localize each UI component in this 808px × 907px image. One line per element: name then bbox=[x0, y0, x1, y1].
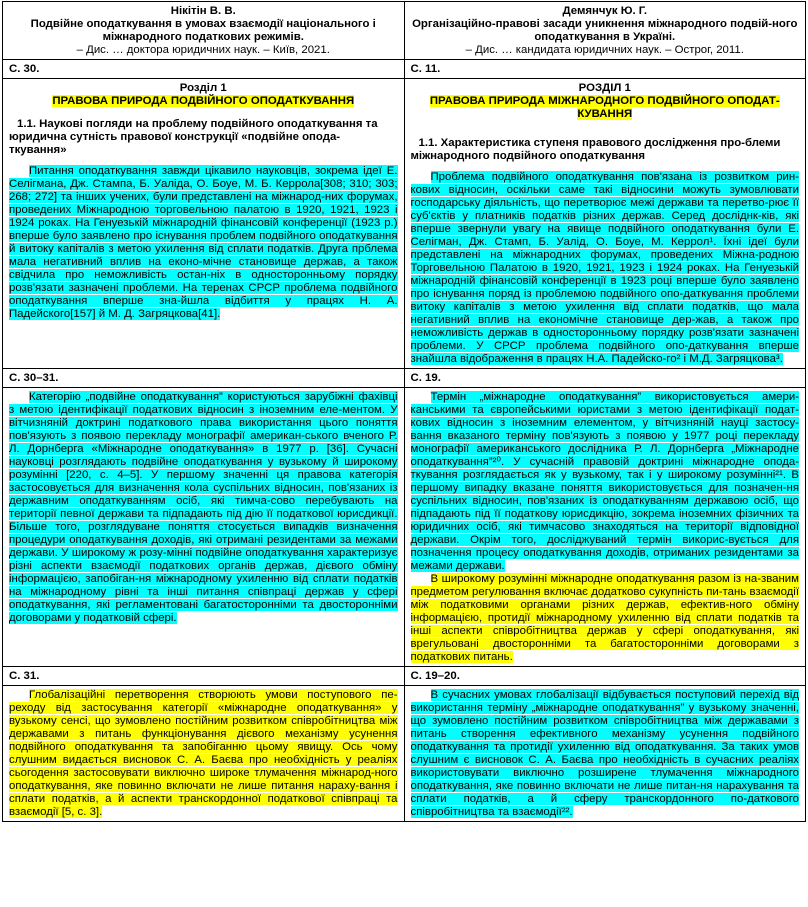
right-page-ref: С. 19–20. bbox=[404, 667, 806, 686]
comparison-table bbox=[2, 1, 806, 822]
page-row-1 bbox=[3, 60, 806, 79]
left-paragraph: Глобалізаційні перетворення створюють умови поступового пе-реходу від застосування категорії «міжнародне оподаткування» у вузькому сенсі, що зумовлено постійним розвитком співробітництва між державами з питань функціонування дієвого механізму усунення подвійного оподаткування та запобіганню цьому явищу. Ось чому слушним видається висновок С. А. Баєва про необхідність у реаліях сьогодення застосовувати виключно широке тлумачення міжнарод-ного оподаткування, яке повинно включати не лише питання нараху-вання і сплати податків, а й аспекти транскордонної податкової співпраці та взаємодії [5, с. 3]. bbox=[9, 689, 398, 818]
right-note: – Дис. … кандидата юридичних наук. – Острог, 2011. bbox=[465, 44, 744, 56]
left-page-ref: С. 30–31. bbox=[3, 369, 405, 388]
right-paragraph: Проблема подвійного оподаткування пов'язана із розвитком рин-кових відносин, оскільки саме такі відносини можуть зумовлювати господарську діяльність, що перетворює межі держави та перетво-рює її суб'єктів у платників податків різних держав. Серед досліднк-ків, які вперше звернули увагу на явище подвійного оподаткування були Е. Селігман, Дж. Стамп, Б. Уалід, О. Боуе, М. Керрол¹. Їхні ідеї були представлені на міжнародних форумах, проведених Міжна-родною Торговельною Палатою в 1920, 1921, 1923 і 1924 роках. На Генуезькій міжнародній фінансовій конференції в 1923 році вперше було заявлено про існування поряд із проблемою подвійного опо-даткування проблеми витоку капіталів з метою ухилення від сплати податків, що мала негативний вплив на економічне становище дер-жав, а також про неможливість держав в односторонньому порядку розв'язати зазначені проблеми. У СРСР проблема подвійного опо-даткування вперше знайшла відображення в працях Н.А. Падейско-го² і М.Д. Загряцкова³. bbox=[410, 171, 799, 365]
left-title: Подвійне оподаткування в умовах взаємодії національного і міжнародного податкових режимів. bbox=[30, 18, 376, 43]
left-text-cell-3 bbox=[3, 686, 405, 822]
right-text-cell-1 bbox=[404, 79, 806, 369]
right-page-ref: С. 11. bbox=[404, 60, 806, 79]
right-paragraph: В сучасних умовах глобалізації відбувається поступовий перехід від використання терміну „міжнародне оподаткування” у вузькому значенні, що зумовлено постійним розвитком співробітництва між державами з питань створення ефективного механізму усунення подвійного оподаткування та протидії ухиленню від оподаткування. За таких умов слушним є висновок С. А. Баєва про необхідність в сучасних реаліях використовувати виключно розширене тлумачення міжнародного оподаткування, яке повинно включати не лише питан-ня нарахування та сплати податків, а й сферу транскордонного по-даткового співробітництва та взаємодії²². bbox=[410, 689, 799, 818]
text-row-1 bbox=[3, 79, 806, 369]
left-header-cell bbox=[3, 2, 405, 60]
page-row-3 bbox=[3, 667, 806, 686]
left-page-ref: С. 31. bbox=[3, 667, 405, 686]
text-row-2 bbox=[3, 388, 806, 667]
left-section-label: Розділ 1 bbox=[179, 82, 227, 94]
header-row bbox=[3, 2, 806, 60]
left-text-cell-1 bbox=[3, 79, 405, 369]
right-text-cell-3 bbox=[404, 686, 806, 822]
page-row-2 bbox=[3, 369, 806, 388]
left-note: – Дис. … доктора юридичних наук. – Київ, 2021. bbox=[76, 44, 330, 56]
right-title: Організаційно-правові засади уникнення міжнародного подвій-ного оподаткування в Україні. bbox=[412, 18, 798, 43]
right-text-cell-2 bbox=[404, 388, 806, 667]
right-author: Демянчук Ю. Г. bbox=[562, 5, 647, 17]
text-row-3 bbox=[3, 686, 806, 822]
right-paragraph: В широкому розумінні міжнародне оподаткування разом із на-званим предметом регулювання включає додатково сукупність пи-тань взаємодії між податковими органами різних держав, ефектив-ного обміну інформацією, протидії міжнародному ухиленню від сплати податків та інші аспекти співробітництва держав у сфері оподаткування, які врегульовані двосторонніми та багатосторонніми договорами з податкових питань. bbox=[410, 573, 799, 663]
left-page-ref: С. 30. bbox=[3, 60, 405, 79]
left-subsection-title: 1.1. Наукові погляди на проблему подвійного оподаткування та юридична сутність правової конструкції «подвійне опода-ткування» bbox=[9, 118, 378, 156]
left-author: Нікітін В. В. bbox=[170, 5, 236, 17]
right-paragraph: Термін „міжнародне оподаткування” використовується амери-канськими та європейськими юристами з метою ідентифікації подат-кових відносин з іноземним елементом, у вітчизняній науці застосу-вання вказаного терміну пов'язують з появою у 1977 році перекладу монографії американського дослідника Р. Л. Дорнберга „Міжнародне оподаткування”²⁰. У сучасній правовій доктрині міжнародне опода-ткування розглядається як у вузькому, так і у широкому розумінні²¹. В першому випадку вказане поняття використовується для позначен-ня суспільних відносин, пов'язаних із оподаткуванням державою осіб, що підпадають під її податкову юрисдикцію, зокрема іноземних фізичних та юридичних осіб, які тимчасово знаходяться на території відповідної держави. Окрім того, досліджуваний термін викорис-вується для позначення процесу оподаткування доходів, отриманих резидентами за межами держави. bbox=[410, 391, 799, 572]
left-section-title: ПРАВОВА ПРИРОДА ПОДВІЙНОГО ОПОДАТКУВАННЯ bbox=[52, 95, 355, 107]
right-page-ref: С. 19. bbox=[404, 369, 806, 388]
right-section-label: РОЗДІЛ 1 bbox=[578, 82, 631, 94]
left-paragraph: Питання оподаткування завжди цікавило науковців, зокрема ідеї Е. Селігмана, Дж. Стампа, Б. Уалідa, О. Боуе, М. Б. Керрола[308; 310; 303; 268; 272] та інших учених, були представлені на міжнарод-них форумах, проведених Міжнародною торговельною палатою в 1920, 1921, 1923 і 1924 роках. На Генуезькій міжнародній фінансовій конференції (1923 р.) вперше було заявлено про існування проблем подвійного оподаткування й витоку капіталів з метою ухилення від сплати податків. Друга прблема мала негативний вплив на еконо-мічне становище держав, а також свідчила про неможливість остан-ніх в односторонньому порядку розв'язати зазначені проблеми. На теренах СРСР проблема подвійного оподаткування вперше зна-йшла відбиття у працях Н. А. Падейского[157] й М. Д. Загряцкова[41]. bbox=[9, 165, 398, 320]
right-section-title: ПРАВОВА ПРИРОДА МІЖНАРОДНОГО ПОДВІЙНОГО ОПОДАТ-КУВАННЯ bbox=[429, 95, 780, 120]
left-text-cell-2 bbox=[3, 388, 405, 667]
right-subsection-title: 1.1. Характеристика ступеня правового дослідження про-блеми міжнародного подвійного оподаткування bbox=[410, 137, 781, 162]
left-paragraph: Категорію „подвійне оподаткування” користуються зарубіжні фахівці з метою ідентифікації податкових відносин з іноземним еле-ментом. У вітчизняній доктрині податкового права використання цього поняття пов'язують з появою перекладу монографії американ-ського вченого Р. Л. Дорнберга «Міжнародне оподаткування» в 1977 р. [36]. Сучасні науковці розглядають подвійне оподаткування у вузькому й широкому розумінні [220, с. 4–5]. У першому значенні ця правова категорія застосовується для визначення кола суспільних відносин, пов'язаних із державним оподаткуванням осіб, які тимча-сово перебувають на території певної держави та підпадають під дію її податкової юрисдикції. Більше того, розглядуване поняття стосується випадків визначення процедури оподаткування доходів, які отримані резидентами за межами держави. У широкому ж розу-мінні подвійне оподаткування характеризує різні аспекти взаємодії податкових органів держав, дієвого обміну інформацією, запобіган-ня міжнародному ухиленню від сплати податків на міжнародному рівні та інші питання співпраці держав у сфері оподаткування, які регламентовані багатосторонніми та двосторонніми договорами у податковій сфері. bbox=[9, 391, 398, 624]
right-header-cell bbox=[404, 2, 806, 60]
